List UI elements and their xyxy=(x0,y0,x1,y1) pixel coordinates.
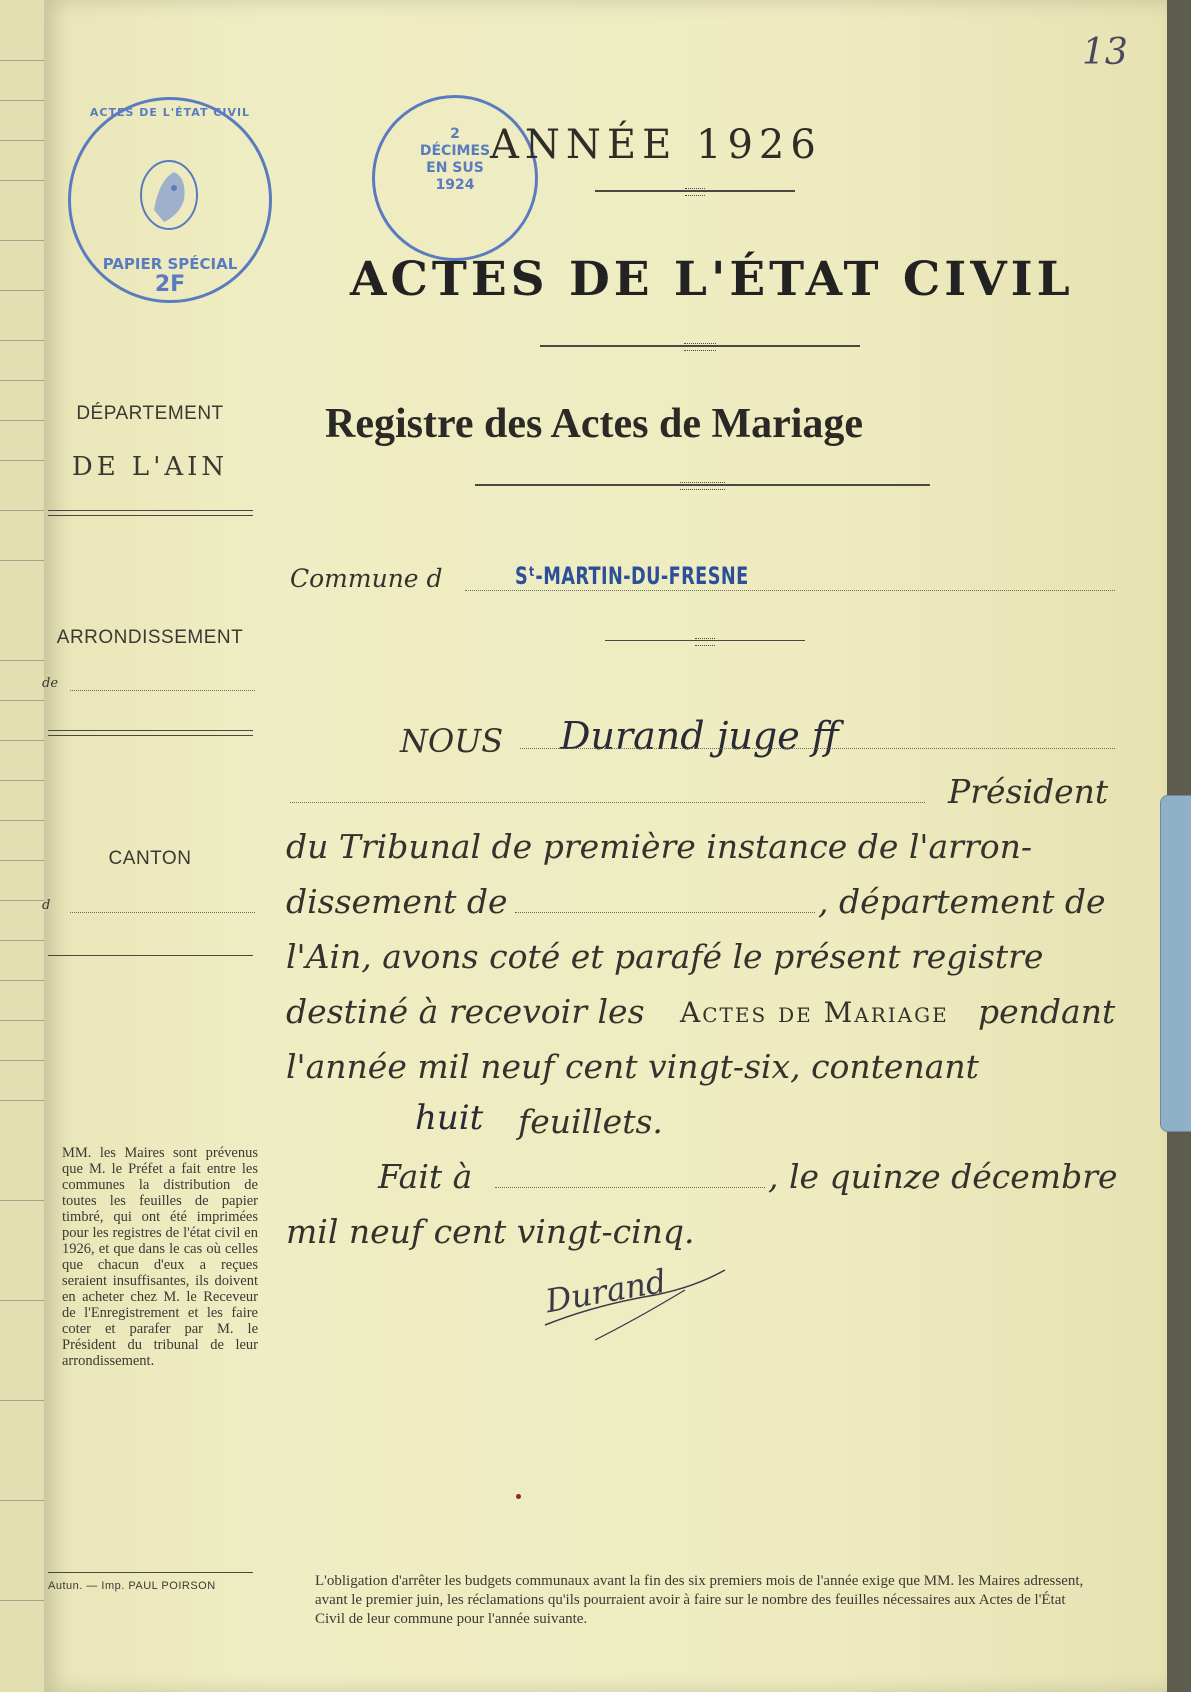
body-line-4a: destiné à recevoir les xyxy=(286,992,645,1031)
body-line-2b: , département de xyxy=(818,882,1106,921)
canton-prefix: d xyxy=(42,898,51,913)
fait-a-label: Fait à xyxy=(378,1157,473,1196)
departement-value: DE L'AIN xyxy=(71,452,229,482)
feuillets-label: feuillets. xyxy=(518,1102,663,1141)
ornament-divider xyxy=(595,190,795,192)
judge-field xyxy=(520,748,1115,749)
ornament-divider xyxy=(475,484,930,486)
departement-label: DÉPARTEMENT xyxy=(76,403,224,424)
divider xyxy=(48,1572,253,1573)
ink-spot xyxy=(516,1494,521,1499)
page-subtitle: Registre des Actes de Mariage xyxy=(325,401,864,447)
divider xyxy=(48,515,253,516)
divider xyxy=(48,510,253,511)
president-label: Président xyxy=(948,772,1109,811)
marianne-head-icon xyxy=(129,150,209,240)
commune-name-stamp: Sᵗ-MARTIN-DU-FRESNE xyxy=(515,562,749,590)
stamp1-ring-text: ACTES DE L'ÉTAT CIVIL xyxy=(89,106,251,119)
decimes-stamp xyxy=(372,95,538,261)
judge-field-2 xyxy=(290,802,925,803)
commune-field xyxy=(465,590,1115,591)
judge-name-handwritten: Durand juge ff xyxy=(560,714,839,758)
arrondissement-blank xyxy=(515,912,815,913)
page-title: ACTES DE L'ÉTAT CIVIL xyxy=(350,252,1074,307)
stamp2-line: DÉCIMES xyxy=(419,143,491,159)
blue-page-tab xyxy=(1160,795,1191,1132)
ornament-divider xyxy=(605,640,805,641)
body-line-5: l'année mil neuf cent vingt-six, contenant xyxy=(286,1047,979,1086)
arrondissement-prefix: de xyxy=(42,676,59,691)
year-heading: ANNÉE 1926 xyxy=(490,122,822,168)
divider xyxy=(48,735,253,736)
date-text: , le quinze décembre xyxy=(768,1157,1118,1196)
canton-label: CANTON xyxy=(108,848,192,869)
body-line-4b: pendant xyxy=(978,992,1116,1031)
facing-page-edge xyxy=(0,0,46,1692)
stamp2-line: 2 xyxy=(450,126,460,142)
canton-field xyxy=(70,912,255,913)
arrondissement-label: ARRONDISSEMENT xyxy=(56,627,244,648)
divider xyxy=(48,730,253,731)
printer-imprint: Autun. — Imp. PAUL POIRSON xyxy=(48,1580,216,1592)
arrondissement-field xyxy=(70,690,255,691)
actes-de-mariage-smallcaps: Actes de Mariage xyxy=(680,996,949,1029)
stamp1-price: 2F xyxy=(154,272,186,297)
divider xyxy=(48,955,253,956)
stamp2-line: 1924 xyxy=(435,177,475,193)
papier-special-stamp xyxy=(68,97,272,303)
stamp2-line: EN SUS xyxy=(426,160,484,176)
commune-label: Commune d xyxy=(290,564,443,593)
sidebar-note: MM. les Maires sont prévenus que M. le Préfet a fait entre les communes la distribution de toutes les feuilles de papier timbré, qui ont été imprimées pour les registres de l'état civil en 1926, et que dans le cas où celles que chacun d'eux a reçues seraient insuffisantes, ils doivent en acheter chez M. le Receveur de l'Enregistrement et les faire coter et parafer par M. le Président du tribunal de leur arrondissement. xyxy=(62,1145,258,1369)
place-blank xyxy=(495,1187,765,1188)
signature-flourish-icon xyxy=(535,1265,735,1345)
body-line-1: du Tribunal de première instance de l'arron- xyxy=(286,827,1032,866)
feuillet-count-handwritten: huit xyxy=(415,1098,484,1138)
ornament-divider xyxy=(540,345,860,347)
footer-note: L'obligation d'arrêter les budgets communaux avant la fin des six premiers mois de l'année exige que MM. les Maires adressent, avant le premier juin, les réclamations qu'ils pourraient avoir à faire sur le nombre des feuilles nécessaires aux Actes de l'État Civil de leur commune pour l'année suivante. xyxy=(315,1573,1084,1627)
year-text: mil neuf cent vingt-cinq. xyxy=(286,1212,695,1251)
page-number: 13 xyxy=(1082,32,1128,73)
judge-signature: Durand xyxy=(542,1261,670,1321)
body-line-3: l'Ain, avons coté et parafé le présent registre xyxy=(286,937,1044,976)
stamp1-paper-label: PAPIER SPÉCIAL xyxy=(102,255,238,273)
body-line-2a: dissement de xyxy=(286,882,508,921)
nous-label: NOUS xyxy=(400,722,504,760)
